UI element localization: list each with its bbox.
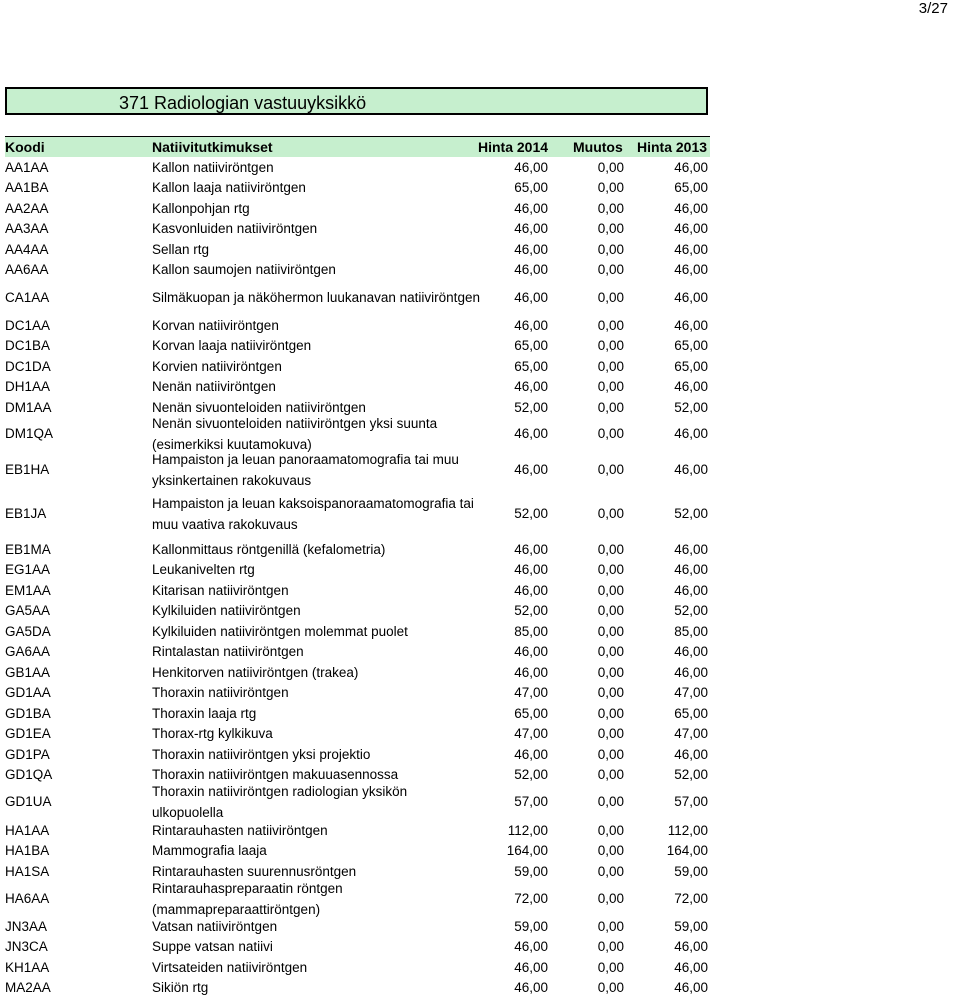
row-change: 0,00: [597, 843, 624, 858]
table-row: [0, 316, 715, 336]
row-description: Kallon natiiviröntgen: [152, 160, 274, 175]
row-code: DC1AA: [5, 318, 51, 333]
row-price-2013: 46,00: [674, 747, 708, 762]
row-code: GD1BA: [5, 706, 51, 721]
row-change: 0,00: [597, 665, 624, 680]
table-row: [0, 642, 715, 662]
row-price-2013: 52,00: [674, 506, 708, 521]
row-price-2014: 52,00: [514, 767, 548, 782]
row-change: 0,00: [597, 400, 624, 415]
table-row: [0, 240, 715, 260]
row-change: 0,00: [597, 542, 624, 557]
row-price-2013: 52,00: [674, 603, 708, 618]
row-price-2013: 46,00: [674, 462, 708, 477]
row-price-2014: 112,00: [507, 823, 548, 838]
row-price-2013: 57,00: [674, 794, 708, 809]
row-code: EB1JA: [5, 506, 47, 521]
header-price-2013: Hinta 2013: [637, 139, 708, 155]
row-description: Sellan rtg: [152, 242, 210, 257]
table-row: [0, 496, 715, 532]
row-change: 0,00: [597, 318, 624, 333]
row-price-2014: 46,00: [514, 462, 548, 477]
row-price-2013: 46,00: [674, 318, 708, 333]
table-row: [0, 958, 715, 978]
row-price-2013: 46,00: [674, 242, 708, 257]
row-price-2014: 52,00: [514, 603, 548, 618]
row-price-2013: 46,00: [674, 290, 708, 305]
row-change: 0,00: [597, 726, 624, 741]
row-description: Rintarauhasten suurennusröntgen: [152, 864, 357, 879]
table-row: [0, 978, 715, 998]
row-price-2014: 46,00: [514, 939, 548, 954]
table-row: [0, 560, 715, 580]
row-price-2014: 46,00: [514, 221, 548, 236]
table-header: [5, 136, 710, 157]
row-price-2014: 59,00: [514, 919, 548, 934]
row-price-2014: 46,00: [514, 201, 548, 216]
row-description: Vatsan natiiviröntgen: [152, 919, 278, 934]
table-row: [0, 158, 715, 178]
row-change: 0,00: [597, 462, 624, 477]
row-price-2014: 46,00: [514, 747, 548, 762]
row-price-2013: 46,00: [674, 960, 708, 975]
row-change: 0,00: [597, 624, 624, 639]
table-row: [0, 288, 715, 308]
row-price-2013: 46,00: [674, 160, 708, 175]
row-price-2013: 46,00: [674, 201, 708, 216]
table-row: [0, 452, 715, 488]
row-code: AA3AA: [5, 221, 49, 236]
table-row: [0, 601, 715, 621]
table-row: [0, 862, 715, 882]
row-change: 0,00: [597, 262, 624, 277]
row-price-2014: 65,00: [514, 706, 548, 721]
row-description: Thoraxin laaja rtg: [152, 706, 257, 721]
table-row: [0, 821, 715, 841]
row-code: JN3AA: [5, 919, 48, 934]
row-description: ulkopuolella: [152, 805, 224, 820]
row-change: 0,00: [597, 706, 624, 721]
row-price-2014: 164,00: [506, 843, 548, 858]
row-description: Silmäkuopan ja näköhermon luukanavan natiiviröntgen: [152, 290, 480, 305]
header-description: Natiivitutkimukset: [152, 139, 273, 155]
row-change: 0,00: [597, 506, 624, 521]
row-change: 0,00: [597, 562, 624, 577]
section-title: 371 Radiologian vastuuyksikkö: [119, 93, 367, 113]
table-row: [0, 841, 715, 861]
row-description: Rintalastan natiiviröntgen: [152, 644, 304, 659]
row-change: 0,00: [597, 359, 624, 374]
row-price-2014: 57,00: [514, 794, 548, 809]
row-description: Nenän natiiviröntgen: [152, 379, 276, 394]
row-price-2014: 46,00: [514, 426, 548, 441]
row-price-2014: 46,00: [514, 644, 548, 659]
row-price-2013: 85,00: [674, 624, 708, 639]
row-price-2013: 65,00: [674, 359, 708, 374]
row-price-2014: 46,00: [514, 290, 548, 305]
row-code: GD1PA: [5, 747, 50, 762]
row-price-2014: 52,00: [514, 400, 548, 415]
header-change: Muutos: [573, 139, 623, 155]
header-price-2014: Hinta 2014: [478, 139, 549, 155]
row-code: DM1QA: [5, 426, 54, 441]
row-code: GA6AA: [5, 644, 51, 659]
row-price-2013: 46,00: [674, 665, 708, 680]
row-price-2014: 46,00: [514, 379, 548, 394]
row-code: HA1AA: [5, 823, 50, 838]
row-price-2013: 65,00: [674, 180, 708, 195]
row-change: 0,00: [597, 221, 624, 236]
row-code: KH1AA: [5, 960, 50, 975]
row-price-2013: 46,00: [674, 644, 708, 659]
table-row: [0, 260, 715, 280]
row-price-2013: 46,00: [674, 542, 708, 557]
row-code: JN3CA: [5, 939, 48, 954]
row-price-2014: 46,00: [514, 262, 548, 277]
row-price-2013: 47,00: [674, 726, 708, 741]
row-code: EB1HA: [5, 462, 50, 477]
row-price-2013: 59,00: [674, 919, 708, 934]
row-price-2013: 46,00: [674, 583, 708, 598]
row-price-2013: 72,00: [674, 891, 708, 906]
row-price-2013: 46,00: [674, 562, 708, 577]
row-code: GD1QA: [5, 767, 53, 782]
table-row: [0, 881, 715, 917]
row-price-2014: 47,00: [514, 685, 548, 700]
row-price-2013: 65,00: [674, 338, 708, 353]
row-price-2014: 46,00: [514, 160, 548, 175]
table-row: [0, 745, 715, 765]
row-price-2014: 46,00: [514, 318, 548, 333]
table-row: [0, 336, 715, 356]
row-price-2013: 46,00: [674, 980, 708, 995]
row-code: DC1DA: [5, 359, 51, 374]
row-description: Thoraxin natiiviröntgen: [152, 685, 289, 700]
row-change: 0,00: [597, 379, 624, 394]
row-code: EB1MA: [5, 542, 51, 557]
row-price-2014: 65,00: [514, 180, 548, 195]
row-code: EG1AA: [5, 562, 51, 577]
row-price-2014: 59,00: [514, 864, 548, 879]
row-code: GA5DA: [5, 624, 51, 639]
row-price-2014: 46,00: [514, 583, 548, 598]
row-description: Rintarauhasten natiiviröntgen: [152, 823, 328, 838]
row-description: Mammografia laaja: [152, 843, 267, 858]
row-price-2013: 46,00: [674, 262, 708, 277]
row-code: GB1AA: [5, 665, 51, 680]
row-code: DH1AA: [5, 379, 51, 394]
row-code: DC1BA: [5, 338, 51, 353]
row-description: Hampaiston ja leuan panoraamatomografia tai muu: [152, 452, 459, 467]
page-number: 3/27: [918, 0, 948, 17]
row-change: 0,00: [597, 290, 624, 305]
row-price-2013: 47,00: [674, 685, 708, 700]
row-change: 0,00: [597, 603, 624, 618]
row-description: Kallon saumojen natiiviröntgen: [152, 262, 336, 277]
row-price-2014: 46,00: [514, 242, 548, 257]
row-change: 0,00: [597, 180, 624, 195]
table-row: [0, 917, 715, 937]
row-description: Korvan laaja natiiviröntgen: [152, 338, 312, 353]
row-change: 0,00: [597, 747, 624, 762]
row-price-2013: 52,00: [674, 400, 708, 415]
header-code: Koodi: [5, 139, 45, 155]
row-code: GD1EA: [5, 726, 51, 741]
row-description: Thoraxin natiiviröntgen yksi projektio: [152, 747, 371, 762]
row-price-2014: 46,00: [514, 665, 548, 680]
row-description: yksinkertainen rakokuvaus: [152, 473, 312, 488]
row-price-2014: 52,00: [514, 506, 548, 521]
row-price-2013: 112,00: [667, 823, 708, 838]
row-description: (mammapreparaattiröntgen): [152, 902, 321, 917]
row-change: 0,00: [597, 338, 624, 353]
row-price-2013: 46,00: [674, 221, 708, 236]
row-description: Rintarauhaspreparaatin röntgen: [152, 881, 343, 896]
table-row: [0, 784, 715, 820]
table-row: [0, 704, 715, 724]
row-code: MA2AA: [5, 980, 51, 995]
row-code: GD1AA: [5, 685, 51, 700]
row-description: Kallon laaja natiiviröntgen: [152, 180, 306, 195]
row-code: CA1AA: [5, 290, 50, 305]
row-description: (esimerkiksi kuutamokuva): [152, 437, 312, 452]
row-change: 0,00: [597, 242, 624, 257]
row-change: 0,00: [597, 919, 624, 934]
row-change: 0,00: [597, 960, 624, 975]
row-description: Virtsateiden natiiviröntgen: [152, 960, 308, 975]
row-price-2013: 65,00: [674, 706, 708, 721]
row-change: 0,00: [597, 794, 624, 809]
row-price-2014: 46,00: [514, 562, 548, 577]
row-price-2013: 52,00: [674, 767, 708, 782]
table-row: [0, 724, 715, 744]
row-change: 0,00: [597, 939, 624, 954]
row-change: 0,00: [597, 201, 624, 216]
row-code: DM1AA: [5, 400, 52, 415]
row-change: 0,00: [597, 644, 624, 659]
table-row: [0, 540, 715, 560]
row-description: Nenän sivuonteloiden natiiviröntgen: [152, 400, 366, 415]
row-code: GA5AA: [5, 603, 51, 618]
row-code: HA1BA: [5, 843, 50, 858]
row-code: AA1BA: [5, 180, 49, 195]
row-description: Kylkiluiden natiiviröntgen: [152, 603, 301, 618]
row-change: 0,00: [597, 767, 624, 782]
row-description: Kallonpohjan rtg: [152, 201, 250, 216]
table-row: [0, 357, 715, 377]
row-change: 0,00: [597, 891, 624, 906]
row-description: Kasvonluiden natiiviröntgen: [152, 221, 318, 236]
row-price-2013: 46,00: [674, 939, 708, 954]
row-description: Kylkiluiden natiiviröntgen molemmat puolet: [152, 624, 408, 639]
row-price-2013: 46,00: [674, 426, 708, 441]
table-row: [0, 581, 715, 601]
row-description: Korvien natiiviröntgen: [152, 359, 282, 374]
row-price-2014: 47,00: [514, 726, 548, 741]
row-change: 0,00: [597, 426, 624, 441]
table-row: [0, 219, 715, 239]
row-change: 0,00: [597, 685, 624, 700]
row-code: HA6AA: [5, 891, 50, 906]
row-code: AA1AA: [5, 160, 49, 175]
row-description: Korvan natiiviröntgen: [152, 318, 279, 333]
table-row: [0, 377, 715, 397]
row-price-2014: 46,00: [514, 542, 548, 557]
section-title-box: [5, 87, 708, 115]
row-description: Thoraxin natiiviröntgen makuuasennossa: [152, 767, 399, 782]
row-price-2013: 46,00: [674, 379, 708, 394]
table-row: [0, 683, 715, 703]
row-price-2014: 46,00: [514, 960, 548, 975]
row-change: 0,00: [597, 160, 624, 175]
row-code: GD1UA: [5, 794, 52, 809]
row-description: Kitarisan natiiviröntgen: [152, 583, 289, 598]
row-change: 0,00: [597, 823, 624, 838]
row-change: 0,00: [597, 583, 624, 598]
table-row: [0, 937, 715, 957]
table-row: [0, 416, 715, 452]
table-row: [0, 178, 715, 198]
row-code: AA4AA: [5, 242, 49, 257]
table-row: [0, 199, 715, 219]
row-price-2014: 46,00: [514, 980, 548, 995]
row-description: Sikiön rtg: [152, 980, 209, 995]
row-description: Leukanivelten rtg: [152, 562, 255, 577]
row-change: 0,00: [597, 980, 624, 995]
row-price-2014: 72,00: [514, 891, 548, 906]
row-description: Hampaiston ja leuan kaksoispanoraamatomografia tai: [152, 496, 474, 511]
row-price-2014: 65,00: [514, 338, 548, 353]
row-code: AA6AA: [5, 262, 49, 277]
row-price-2014: 85,00: [514, 624, 548, 639]
row-price-2013: 59,00: [674, 864, 708, 879]
row-description: Suppe vatsan natiivi: [152, 939, 273, 954]
row-description: muu vaativa rakokuvaus: [152, 517, 298, 532]
row-code: EM1AA: [5, 583, 51, 598]
row-description: Nenän sivuonteloiden natiiviröntgen yksi suunta: [152, 416, 438, 431]
row-change: 0,00: [597, 864, 624, 879]
row-description: Thorax-rtg kylkikuva: [152, 726, 273, 741]
row-description: Kallonmittaus röntgenillä (kefalometria): [152, 542, 386, 557]
row-code: AA2AA: [5, 201, 49, 216]
row-description: Thoraxin natiiviröntgen radiologian yksikön: [152, 784, 408, 799]
table-row: [0, 622, 715, 642]
row-price-2013: 164,00: [666, 843, 708, 858]
row-price-2014: 65,00: [514, 359, 548, 374]
row-code: HA1SA: [5, 864, 50, 879]
row-description: Henkitorven natiiviröntgen (trakea): [152, 665, 359, 680]
table-row: [0, 663, 715, 683]
